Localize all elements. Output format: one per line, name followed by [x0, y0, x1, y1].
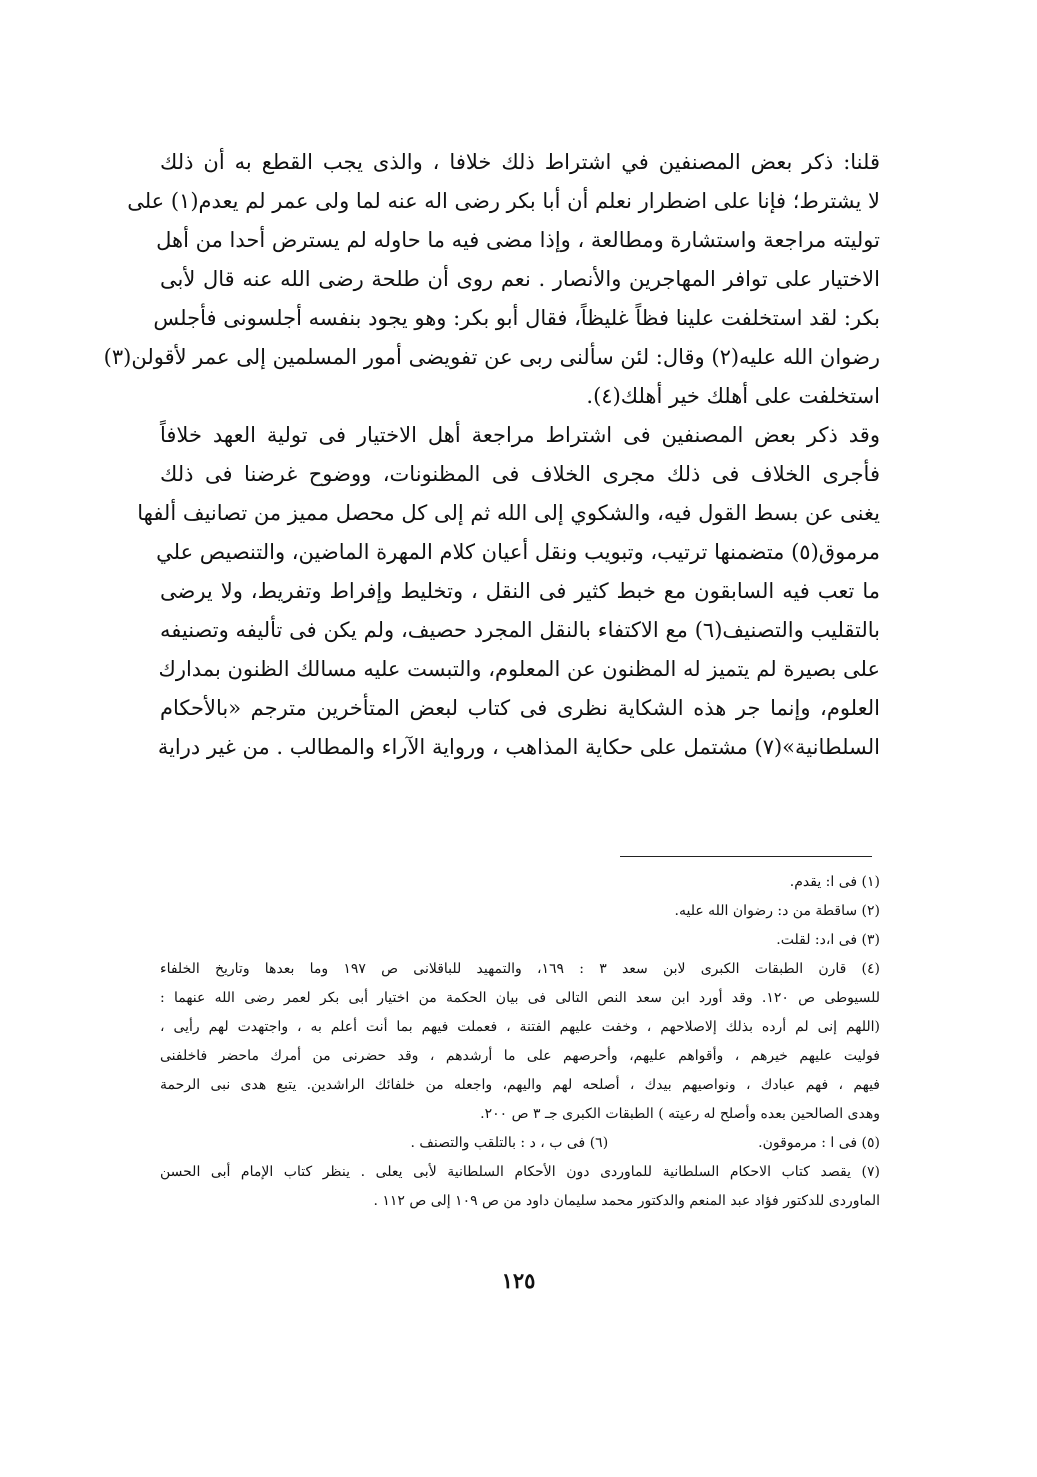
footnote-4-line: فوليت عليهم خيرهم ، وأقواهم عليهم، وأحرصهم على ما أرشدهم ، وقد حضرنى من أمرك ماحضر فاخلفنى [160, 1048, 880, 1064]
main-text-block [103, 143, 880, 767]
footnote-4-line: (٤) قارن الطبقات الكبرى لابن سعد ٣ : ١٦٩، والتمهيد للباقلانى ص ١٩٧ وما بعدها وتاريخ الخلفاء [160, 961, 880, 977]
main-text-line: لا يشترط؛ فإنا على اضطرار نعلم أن أبا بكر رضى اله عنه لما ولى عمر لم يعدم(١) على [127, 189, 880, 213]
footnote-1: (١) فى ا: يقدم. [789, 874, 880, 890]
footnote-7-line: (٧) يقصد كتاب الاحكام السلطانية للماوردى دون الأحكام السلطانية لأبى يعلى . ينظر كتاب الإمام أبى الحسن [160, 1164, 880, 1180]
main-text-line: بكر: لقد استخلفت علينا فظاً غليظاً، فقال أبو بكر: وهو يجود بنفسه أجلسونى فأجلس [153, 306, 880, 330]
footnote-4-line: وهدى الصالحين بعده وأصلح له رعيته ) الطبقات الكبرى جـ ٣ ص ٢٠٠. [480, 1106, 880, 1122]
main-text-line: رضوان الله عليه(٢) وقال: لئن سألنى ربى عن تفويضى أمور المسلمين إلى عمر لأقولن(٣) [103, 345, 880, 369]
main-text-line: توليته مراجعة واستشارة ومطالعة ، وإذا مضى فيه ما حاوله لم يسترض أحدا من أهل [156, 228, 880, 252]
footnote-7-line: الماوردى للدكتور فؤاد عبد المنعم والدكتور محمد سليمان داود من ص ١٠٩ إلى ص ١١٢ . [373, 1193, 880, 1209]
footnote-5: (٥) فى ا : مرموقون. [758, 1135, 880, 1151]
main-text-line: العلوم، وإنما جر هذه الشكاية نظرى فى كتاب لبعض المتأخرين مترجم «بالأحكام [160, 696, 880, 720]
footnote-4-line: فيهم ، فهم عبادك ، ونواصيهم بيدك ، أصلحه لهم واليهم، واجعله من خلفائك الراشدين. يتبع هدى نبى الرحمة [160, 1077, 881, 1093]
footnote-2: (٢) ساقطة من د: رضوان الله عليه. [674, 903, 880, 919]
main-text-line: قلنا: ذكر بعض المصنفين في اشتراط ذلك خلافا ، والذى يجب القطع به أن ذلك [160, 150, 880, 174]
main-text-line: على بصيرة لم يتميز له المظنون عن المعلوم، والتبست عليه مسالك الظنون بمدارك [158, 657, 880, 681]
footnote-4-line: (اللهم إنى لم أرده بذلك إلاصلاحهم ، وخفت عليهم الفتنة ، فعملت فيهم بما أنت أعلم به ، واجتهدت لهم رأيى ، [160, 1019, 880, 1035]
main-text-line: يغنى عن بسط القول فيه، والشكوي إلى الله ثم إلى كل محصل مميز من تصانيف ألفها [137, 501, 880, 525]
main-text-line: فأجرى الخلاف فى ذلك مجرى الخلاف فى المظنونات، ووضوح غرضنا فى ذلك [160, 462, 880, 486]
footnotes-block [160, 868, 880, 1216]
main-text-line: بالتقليب والتصنيف(٦) مع الاكتفاء بالنقل المجرد حصيف، ولم يكن فى تأليفه وتصنيفه [160, 618, 880, 642]
main-text-line: السلطانية»(٧) مشتمل على حكاية المذاهب ، ورواية الآراء والمطالب . من غير دراية [157, 735, 880, 759]
main-text-line: وقد ذكر بعض المصنفين فى اشتراط مراجعة أهل الاختيار فى تولية العهد خلافاً [160, 423, 880, 447]
footnotes-5-6-row [160, 1129, 880, 1158]
main-text-line: ما تعب فيه السابقون مع خبط كثير فى النقل ، وتخليط وإفراط وتفريط، ولا يرضى [160, 579, 880, 603]
footnote-3: (٣) فى ا،د: لقلت. [776, 932, 880, 948]
footnote-6: (٦) فى ب ، د : بالتلقب والتصنف . [410, 1135, 609, 1151]
main-text-line: مرموق(٥) متضمنها ترتيب، وتبويب ونقل أعيان كلام المهرة الماضين، والتنصيص علي [156, 540, 880, 564]
main-text-line: استخلفت على أهلك خير أهلك(٤). [586, 384, 880, 408]
main-text-line: الاختيار على توافر المهاجرين والأنصار . نعم روى أن طلحة رضى الله عنه قال لأبى [160, 267, 880, 291]
footnote-4-line: للسيوطى ص ١٢٠. وقد أورد ابن سعد النص التالى فى بيان الحكمة من اختيار أبى بكر لعمر رضى الله عنهما : [160, 990, 881, 1006]
page-number: ١٢٥ [501, 1268, 536, 1293]
footnote-divider [620, 856, 872, 857]
